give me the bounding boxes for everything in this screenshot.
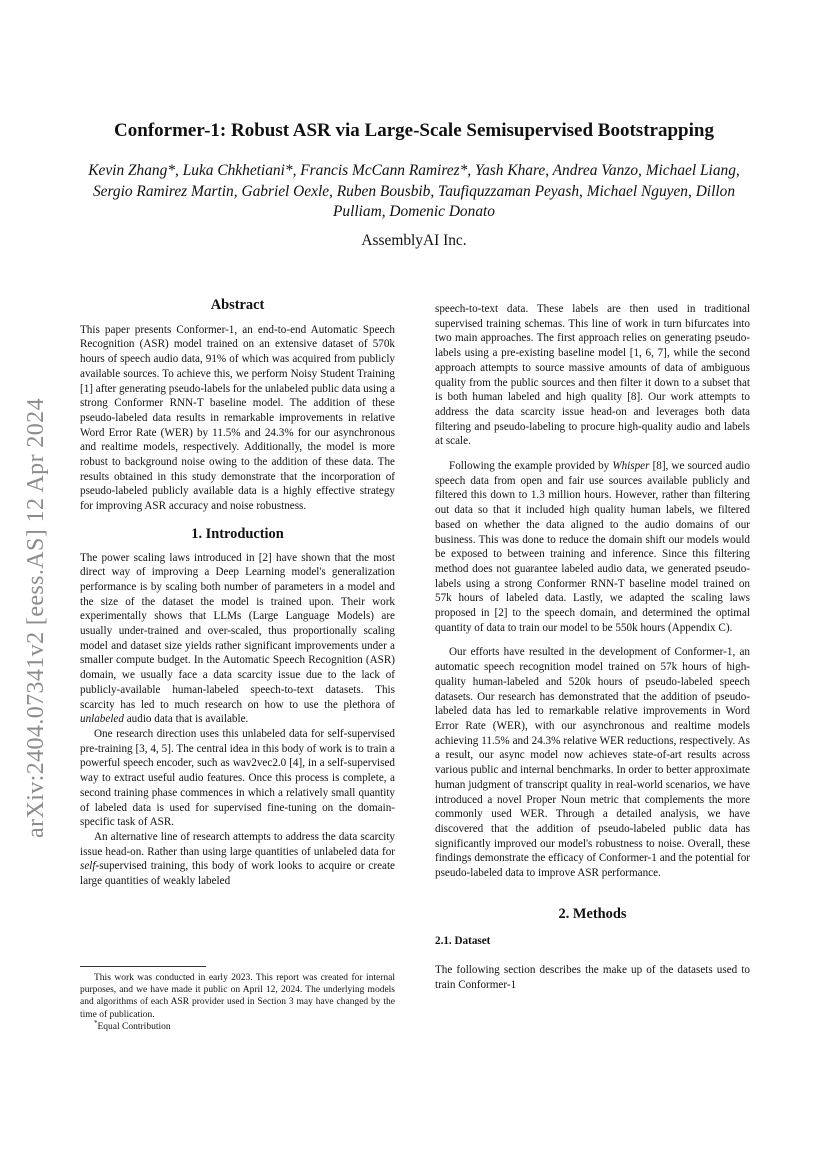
intro-p4-start: Following the example provided by — [449, 460, 610, 473]
intro-paragraph-3 — [80, 830, 395, 889]
intro-paragraph-1 — [80, 551, 395, 727]
abstract-text: This paper presents Conformer-1, an end-to-end Automatic Speech Recognition (ASR) model trained on an extensive dataset of 570k hours of speech audio data, 91% of which was acquired from publicly available sources. To achieve this, we perform Noisy Student Training [1] after generating pseudo-labels for the unlabeled public data using a strong Conformer RNN-T baseline model. The addition of these pseudo-labeled data results in remarkable improvements in relative Word Error Rate (WER) by 11.5% and 24.3% for our asynchronous and realtime models, respectively. Additionally, the model is more robust to background noise owing to the addition of these data. The results obtained in this study demonstrate that the incorporation of pseudo-labeled publicly available data is a highly effective strategy for improving ASR accuracy and noise robustness. — [80, 323, 395, 513]
affiliation: AssemblyAI Inc. — [361, 232, 467, 249]
right-column — [435, 302, 750, 993]
intro-p1-emphasis: unlabeled — [80, 713, 124, 726]
dataset-subheading: 2.1. Dataset — [435, 935, 491, 948]
author-list: Kevin Zhang*, Luka Chkhetiani*, Francis McCann Ramirez*, Yash Khare, Andrea Vanzo, Michael Liang, Sergio Ramirez Martin, Gabriel Oexle, Ruben Bousbib, Taufiquzzaman Peyash, Michael Nguyen, Dillon Pulliam, Domenic Donato — [88, 162, 740, 220]
intro-paragraph-2: One research direction uses this unlabeled data for self-supervised pre-training [3, 4, 5]. The central idea in this body of work is to train a powerful speech encoder, such as wav2vec2.0 [4], in a self-supervised way to extract useful audio features. Once this process is complete, a second training phase commences in which a relatively small quantity of labeled data is used for supervised fine-tuning on the domain-specific task of ASR. — [80, 727, 395, 829]
footnotes — [80, 972, 395, 1033]
arxiv-identifier-text: arXiv:2404.07341v2 [eess.AS] 12 Apr 2024 — [23, 398, 49, 838]
footnote-equal-contribution — [80, 1018, 395, 1033]
intro-p1-text: The power scaling laws introduced in [2] have shown that the most direct way of improving a Deep Learning model's generalization performance is by scaling both number of parameters in a model and the size of the dataset the model is trained upon. Their work experimentally shows that LLMs (Large Language Models) are usually under-trained and over-scaled, thus proportionally scaling model and dataset size yields rather significant improvements under a smaller compute budget. In the Automatic Speech Recognition (ASR) domain, we usually face a data scarcity issue due to the lack of publicly-available human-labeled speech-to-text datasets. This scarcity has led to much research on how to use the plethora of — [80, 551, 395, 711]
left-column — [80, 298, 395, 889]
footnote-note: This work was conducted in early 2023. This report was created for internal purposes, and we have made it public on April 12, 2024. The underlying models and algorithms of each ASR provider used in Section 3 may have changed by the time of publication. — [80, 973, 395, 1020]
paper-title: Conformer-1: Robust ASR via Large-Scale Semisupervised Bootstrapping — [114, 120, 714, 141]
methods-heading: 2. Methods — [558, 905, 627, 922]
intro-p3-end: -supervised training, this body of work looks to acquire or create large quantities of weakly labeled — [80, 860, 395, 888]
intro-p4-emphasis: Whisper — [612, 460, 650, 473]
dataset-text: The following section describes the make up of the datasets used to train Conformer-1 — [435, 964, 750, 991]
footnote-equal-text: Equal Contribution — [97, 1021, 171, 1032]
intro-p4-end: [8], we sourced audio speech data from open and fair use sources available publicly and filtered this down to 1.3 million hours. However, rather than filtering out data so that it included high quality human labels, we filtered based on whether the data aligned to the audio domains of our business. This was done to reduce the domain shift our models would be exposed to between training and inference. Since this filtering method does not guarantee labeled audio data, we generated pseudo-labels using a strong Conformer RNN-T baseline model trained on 57k hours of labeled data. Lastly, we adapted the scaling laws proposed in [2] to the speech domain, and determined the optimal quantity of data to train our model to be 550k hours (Appendix C). — [435, 460, 750, 634]
intro-p3-emphasis: self — [80, 860, 96, 873]
introduction-heading: 1. Introduction — [191, 525, 284, 542]
intro-paragraph-5: Our efforts have resulted in the development of Conformer-1, an automatic speech recognition model trained on 57k hours of high-quality human-labeled and 520k hours of pseudo-labeled speech datasets. Our research has demonstrated that the addition of pseudo-labeled data has led to remarkable relative improvements in Word Error Rate (WER), with our asynchronous and realtime models achieving 11.5% and 24.3% relative WER reductions, respectively. As a result, our async model now achieves state-of-art results across various public and internal benchmarks. In order to better approximate human judgment of transcript quality in real-world scenarios, we have introduced a novel Proper Noun metric that complements the more commonly used WER. Through a detailed analysis, we have discovered that the addition of pseudo-labeled public data has significantly improved our model's robustness to noise. Overall, these findings demonstrate the efficacy of Conformer-1 and the potential for pseudo-labeled data to improve ASR performance. — [435, 646, 750, 880]
intro-p3-start: An alternative line of research attempts to address the data scarcity issue head-on. Rather than using large quantities of unlabeled data for — [80, 830, 395, 858]
footnote-marker: * — [94, 1018, 98, 1027]
intro-paragraph-3-continued: speech-to-text data. These labels are then used in traditional supervised training schemas. This line of work in turn bifurcates into two main approaches. The first approach relies on generating pseudo-labels using a pre-existing baseline model [1, 6, 7], while the second approach attempts to source massive amounts of data of ambiguous quality from the public sources and then filter it down to a subset that is both human labeled and high quality [8]. Our work attempts to address the data scarcity issue head-on and leverages both data filtering and pseudo-labeling to procure high-quality audio and labels at scale. — [435, 303, 750, 448]
arxiv-identifier — [24, 358, 48, 878]
intro-paragraph-4 — [435, 459, 750, 635]
intro-p1-end: audio data that is available. — [126, 713, 249, 726]
abstract-heading: Abstract — [210, 297, 265, 313]
footnote-divider — [80, 966, 206, 967]
